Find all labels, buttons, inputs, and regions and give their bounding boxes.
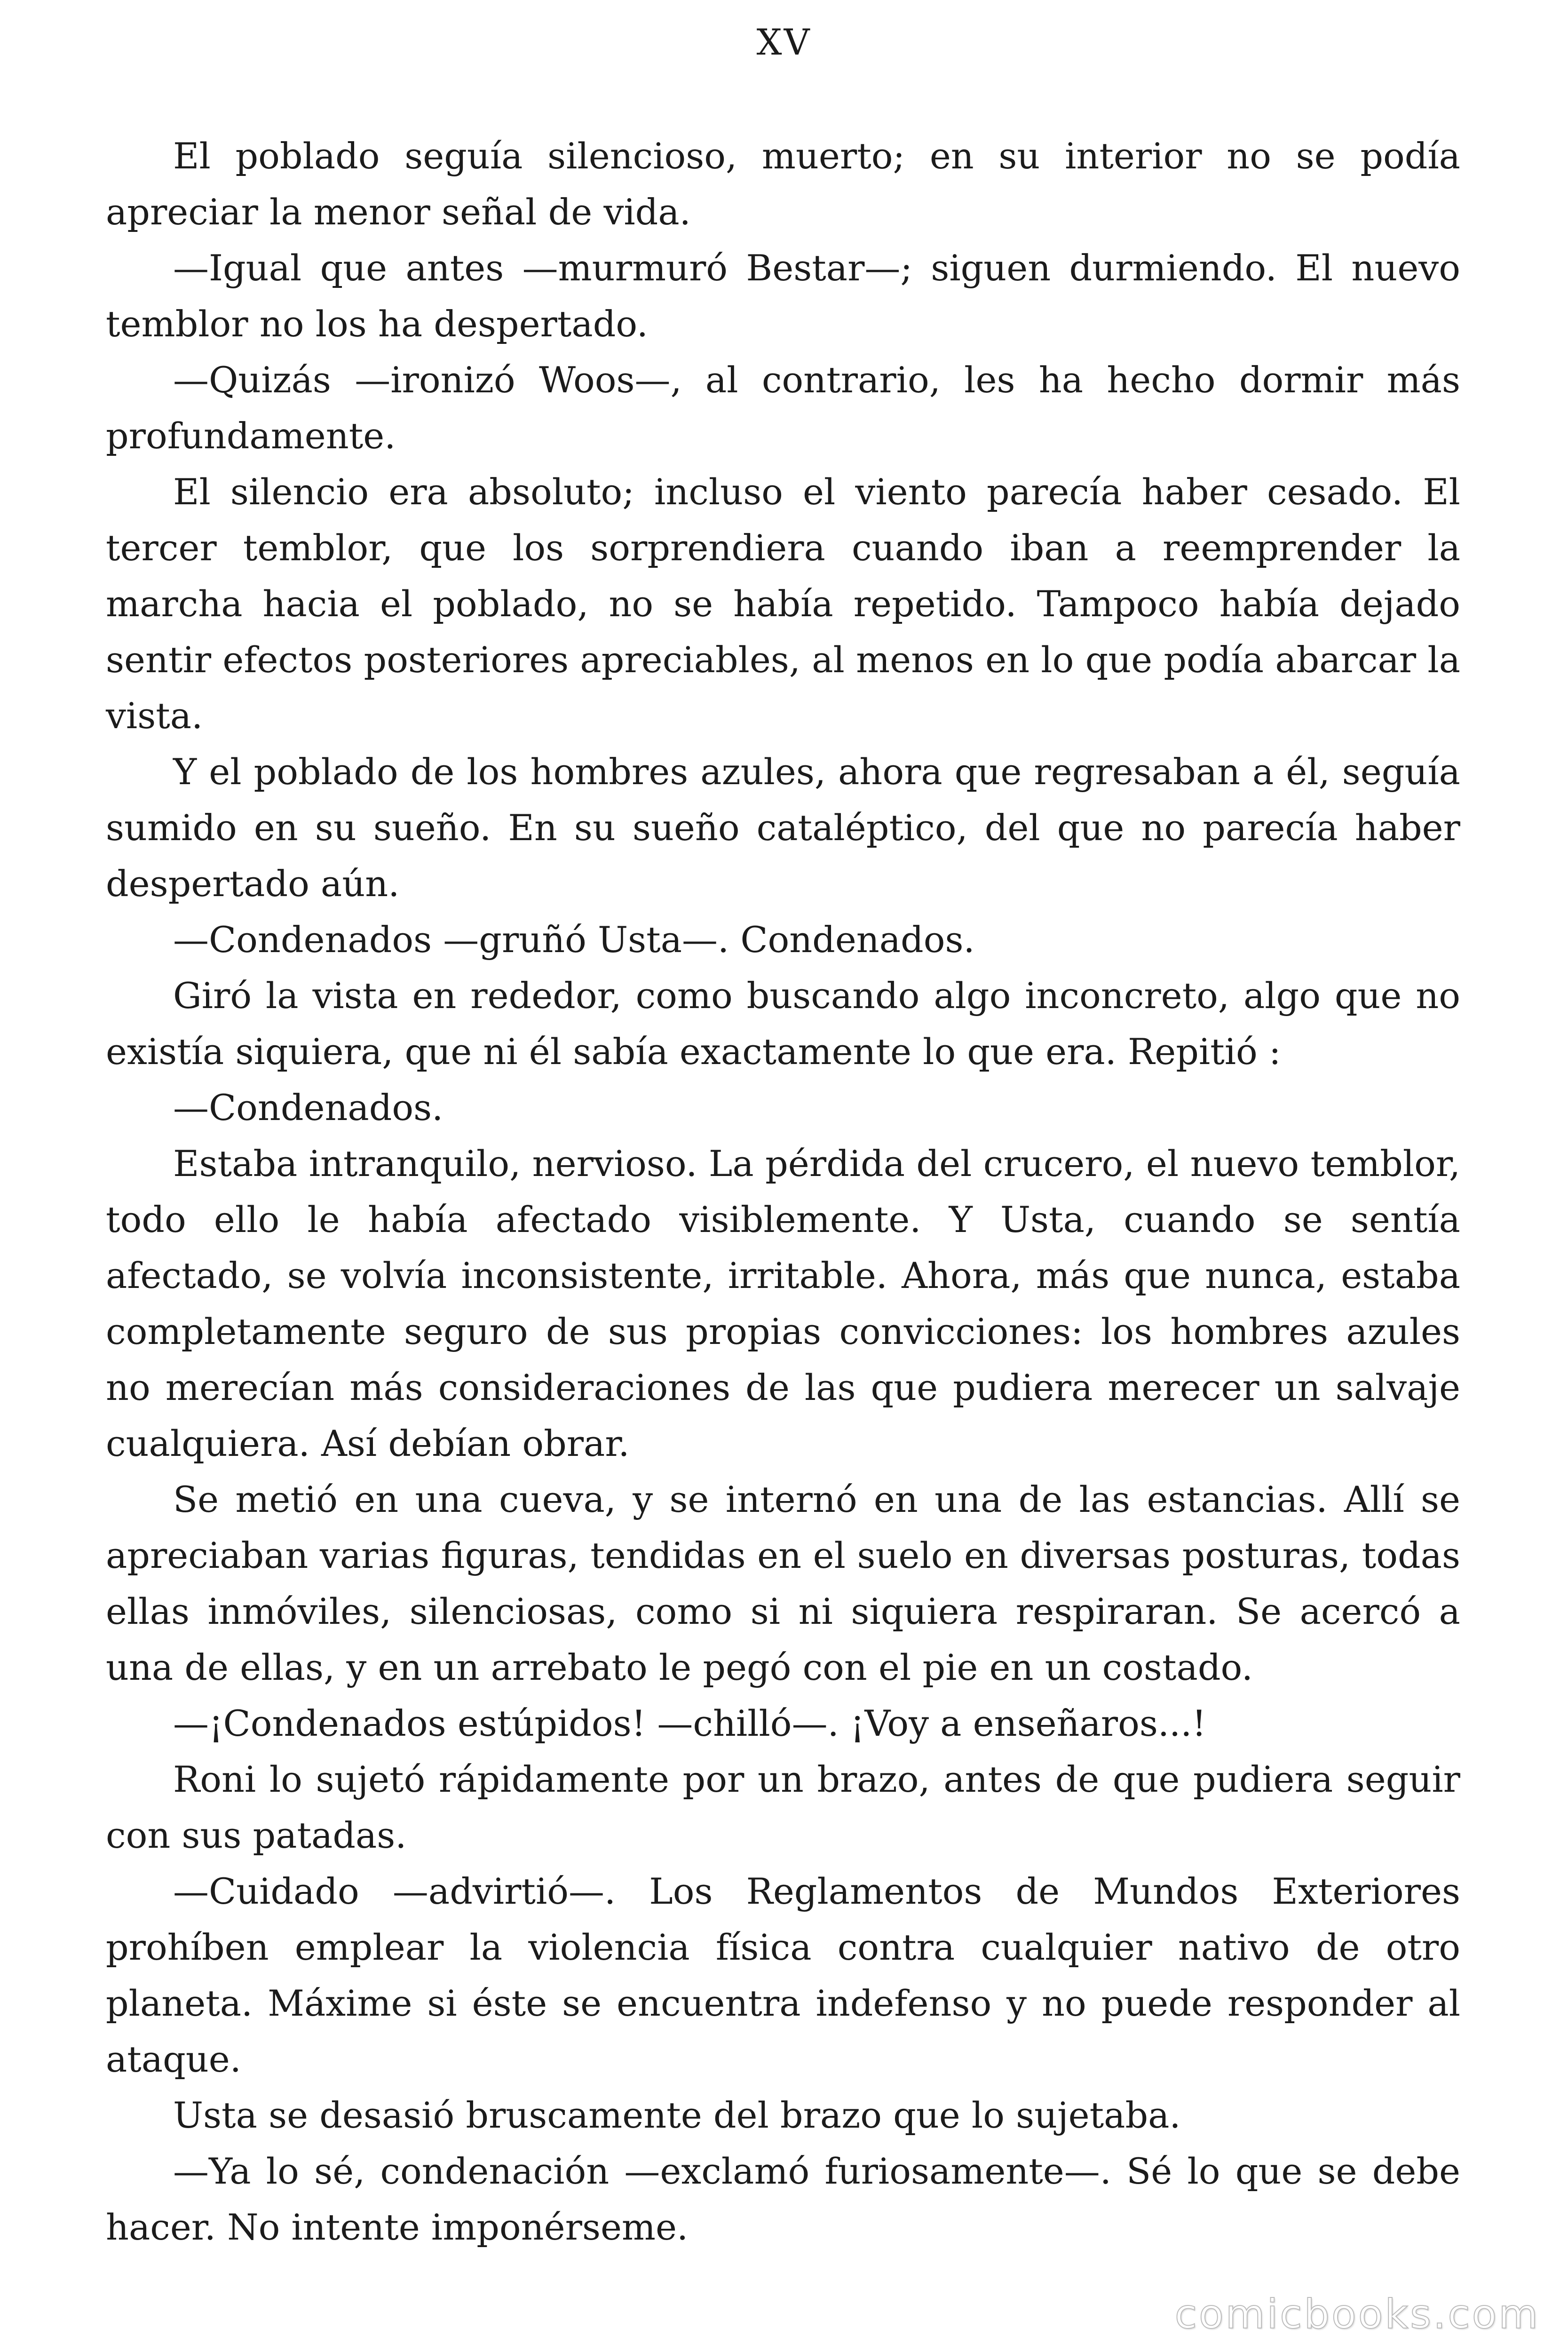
chapter-body: [106, 128, 1460, 2255]
chapter-title: XV: [756, 21, 812, 63]
paragraph: —Cuidado —advirtió—. Los Reglamentos de Mundos Exteriores prohíben emplear la violencia física contra cualquier nativo de otro planeta. Máxime si éste se encuentra indefenso y no puede responder al ataque.: [106, 1870, 1460, 2080]
paragraph: Y el poblado de los hombres azules, ahora que regresaban a él, seguía sumido en su sueño. En su sueño cataléptico, del que no parecía haber despertado aún.: [106, 751, 1460, 905]
watermark-logo: comicbooks.com: [1174, 2291, 1540, 2338]
paragraph: El silencio era absoluto; incluso el viento parecía haber cesado. El tercer temblor, que los sorprendiera cuando iban a reemprender la marcha hacia el poblado, no se había repetido. Tampoco había dejado sentir efectos posteriores apreciables, al menos en lo que podía abarcar la vista.: [106, 471, 1460, 737]
paragraph: —Ya lo sé, condenación —exclamó furiosamente—. Sé lo que se debe hacer. No intente imponérseme.: [106, 2150, 1460, 2248]
paragraph: Se metió en una cueva, y se internó en una de las estancias. Allí se apreciaban varias figuras, tendidas en el suelo en diversas posturas, todas ellas inmóviles, silenciosas, como si ni siquiera respiraran. Se acercó a una de ellas, y en un arrebato le pegó con el pie en un costado.: [106, 1478, 1460, 1688]
paragraph: Giró la vista en rededor, como buscando algo inconcreto, algo que no existía siquiera, que ni él sabía exactamente lo que era. Repitió :: [106, 975, 1460, 1073]
paragraph: Usta se desasió bruscamente del brazo que lo sujetaba.: [173, 2094, 1181, 2136]
paragraph: —Igual que antes —murmuró Bestar—; siguen durmiendo. El nuevo temblor no los ha despertado.: [106, 247, 1460, 345]
paragraph: Estaba intranquilo, nervioso. La pérdida del crucero, el nuevo temblor, todo ello le había afectado visiblemente. Y Usta, cuando se sentía afectado, se volvía inconsistente, irritable. Ahora, más que nunca, estaba completamente seguro de sus propias convicciones: los hombres azules no merecían más consideraciones de las que pudiera merecer un salvaje cualquiera. Así debían obrar.: [106, 1143, 1460, 1464]
paragraph: —Condenados —gruñó Usta—. Condenados.: [173, 919, 975, 961]
paragraph: —Condenados.: [173, 1087, 443, 1128]
paragraph: El poblado seguía silencioso, muerto; en su interior no se podía apreciar la menor señal de vida.: [106, 135, 1460, 233]
paragraph: —¡Condenados estúpidos! —chilló—. ¡Voy a enseñaros...!: [173, 1702, 1206, 1744]
paragraph: Roni lo sujetó rápidamente por un brazo, antes de que pudiera seguir con sus patadas.: [106, 1758, 1460, 1856]
paragraph: —Quizás —ironizó Woos—, al contrario, les ha hecho dormir más profundamente.: [106, 359, 1460, 457]
